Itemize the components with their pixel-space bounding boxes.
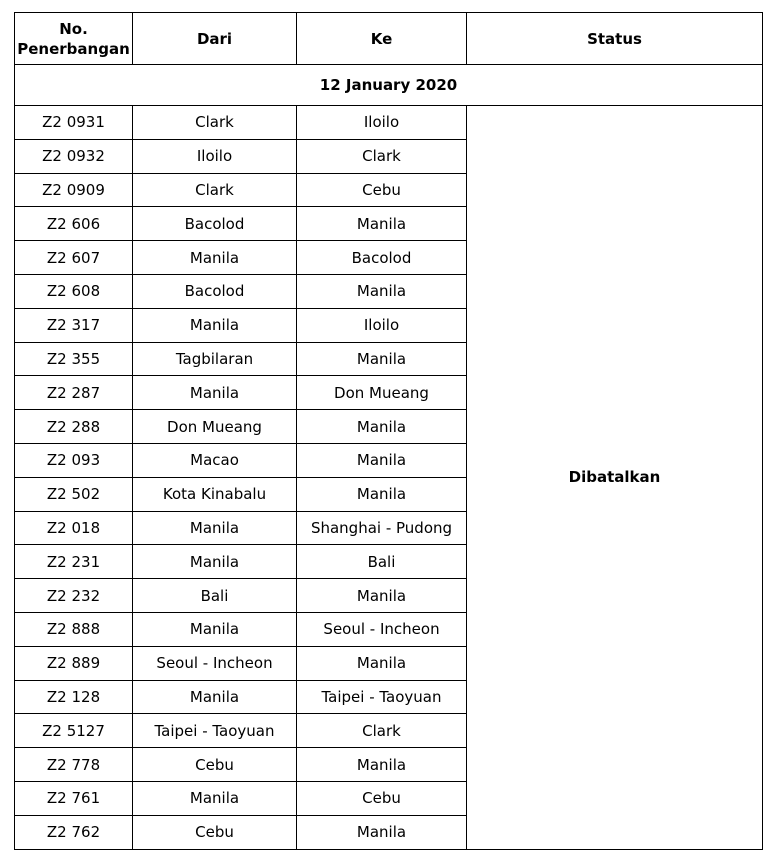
header-row (15, 13, 763, 65)
flight-no-cell: Z2 502 (15, 477, 133, 511)
flight-no-cell: Z2 0932 (15, 139, 133, 173)
header-flight-no: No. Penerbangan (15, 13, 133, 65)
from-cell: Seoul - Incheon (133, 646, 297, 680)
status-cell: Dibatalkan (467, 106, 763, 850)
flight-status-table (14, 12, 763, 850)
from-cell: Macao (133, 443, 297, 477)
from-cell: Don Mueang (133, 410, 297, 444)
flight-no-cell: Z2 288 (15, 410, 133, 444)
to-cell: Cebu (297, 781, 467, 815)
from-cell: Manila (133, 511, 297, 545)
date-row (15, 65, 763, 106)
header-status: Status (467, 13, 763, 65)
to-cell: Manila (297, 646, 467, 680)
from-cell: Taipei - Taoyuan (133, 714, 297, 748)
to-cell: Seoul - Incheon (297, 612, 467, 646)
to-cell: Manila (297, 342, 467, 376)
to-cell: Iloilo (297, 106, 467, 140)
header-from: Dari (133, 13, 297, 65)
flight-no-cell: Z2 317 (15, 308, 133, 342)
from-cell: Tagbilaran (133, 342, 297, 376)
from-cell: Manila (133, 308, 297, 342)
flight-no-cell: Z2 608 (15, 274, 133, 308)
from-cell: Manila (133, 680, 297, 714)
flight-no-cell: Z2 231 (15, 545, 133, 579)
to-cell: Manila (297, 579, 467, 613)
flight-no-cell: Z2 761 (15, 781, 133, 815)
to-cell: Cebu (297, 173, 467, 207)
flight-no-cell: Z2 0909 (15, 173, 133, 207)
from-cell: Cebu (133, 815, 297, 849)
flight-no-cell: Z2 355 (15, 342, 133, 376)
flight-no-cell: Z2 888 (15, 612, 133, 646)
date-cell: 12 January 2020 (15, 65, 763, 106)
to-cell: Manila (297, 410, 467, 444)
flight-no-cell: Z2 5127 (15, 714, 133, 748)
from-cell: Kota Kinabalu (133, 477, 297, 511)
from-cell: Iloilo (133, 139, 297, 173)
from-cell: Manila (133, 612, 297, 646)
from-cell: Clark (133, 173, 297, 207)
to-cell: Manila (297, 477, 467, 511)
to-cell: Manila (297, 207, 467, 241)
from-cell: Manila (133, 376, 297, 410)
flight-no-cell: Z2 778 (15, 748, 133, 782)
flight-no-cell: Z2 018 (15, 511, 133, 545)
flight-no-cell: Z2 093 (15, 443, 133, 477)
to-cell: Clark (297, 714, 467, 748)
table-row (15, 106, 763, 140)
to-cell: Manila (297, 748, 467, 782)
flight-no-cell: Z2 607 (15, 241, 133, 275)
to-cell: Shanghai - Pudong (297, 511, 467, 545)
to-cell: Bacolod (297, 241, 467, 275)
flight-no-cell: Z2 762 (15, 815, 133, 849)
to-cell: Manila (297, 274, 467, 308)
flight-no-cell: Z2 0931 (15, 106, 133, 140)
from-cell: Bacolod (133, 207, 297, 241)
from-cell: Bali (133, 579, 297, 613)
header-to: Ke (297, 13, 467, 65)
from-cell: Manila (133, 545, 297, 579)
flight-no-cell: Z2 287 (15, 376, 133, 410)
flight-no-cell: Z2 606 (15, 207, 133, 241)
flight-no-cell: Z2 889 (15, 646, 133, 680)
to-cell: Manila (297, 815, 467, 849)
to-cell: Manila (297, 443, 467, 477)
from-cell: Cebu (133, 748, 297, 782)
to-cell: Clark (297, 139, 467, 173)
from-cell: Bacolod (133, 274, 297, 308)
from-cell: Manila (133, 241, 297, 275)
to-cell: Iloilo (297, 308, 467, 342)
flight-no-cell: Z2 232 (15, 579, 133, 613)
to-cell: Bali (297, 545, 467, 579)
from-cell: Manila (133, 781, 297, 815)
to-cell: Don Mueang (297, 376, 467, 410)
from-cell: Clark (133, 106, 297, 140)
to-cell: Taipei - Taoyuan (297, 680, 467, 714)
flight-no-cell: Z2 128 (15, 680, 133, 714)
